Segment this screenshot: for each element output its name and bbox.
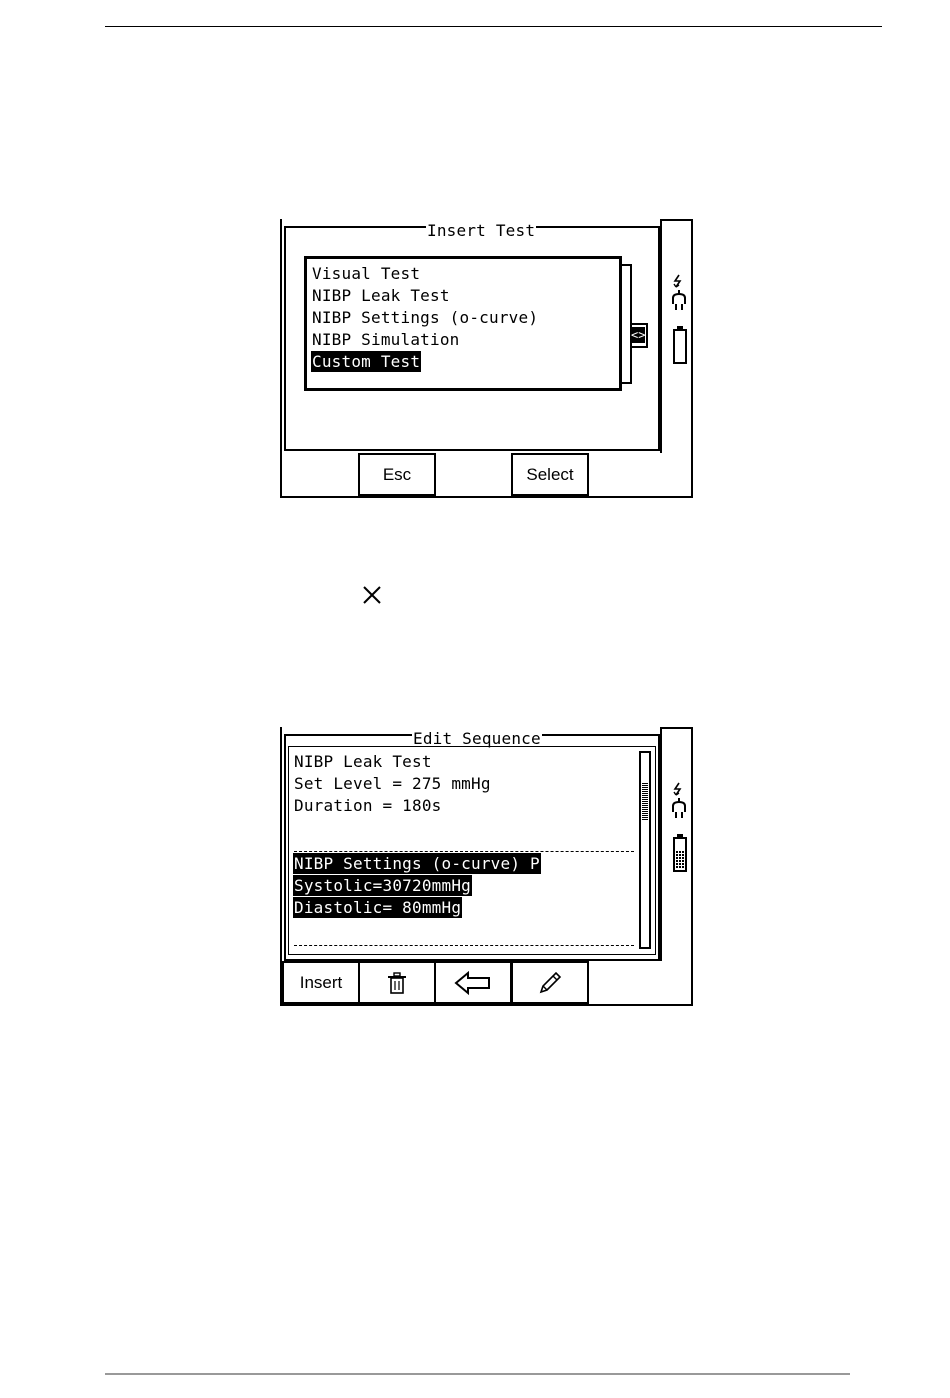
esc-button[interactable]: Esc bbox=[358, 453, 436, 496]
mains-plug-icon bbox=[670, 273, 688, 313]
test-list[interactable] bbox=[304, 256, 622, 391]
edit-button[interactable] bbox=[511, 961, 589, 1004]
insert-button[interactable]: Insert bbox=[282, 961, 360, 1004]
page-top-rule bbox=[105, 26, 882, 27]
list-item[interactable]: NIBP Leak Test bbox=[312, 286, 450, 305]
list-item[interactable]: NIBP Settings (o-curve) bbox=[312, 308, 539, 327]
battery-icon bbox=[673, 833, 687, 873]
status-bar-top bbox=[662, 727, 693, 729]
pencil-icon bbox=[537, 970, 563, 996]
page-bottom-rule bbox=[105, 1373, 850, 1375]
arrow-left-icon bbox=[454, 971, 492, 995]
trash-icon bbox=[387, 972, 407, 994]
mains-plug-icon bbox=[670, 781, 688, 821]
sequence-step-title[interactable]: NIBP Leak Test bbox=[294, 752, 432, 771]
list-item-selected[interactable]: Custom Test bbox=[312, 352, 421, 371]
delete-button[interactable] bbox=[358, 961, 436, 1004]
status-bar-divider bbox=[660, 727, 662, 961]
sequence-step-detail-selected: Diastolic= 80mmHg bbox=[294, 898, 462, 917]
sequence-list[interactable] bbox=[288, 746, 656, 955]
scrollbar[interactable] bbox=[639, 751, 651, 949]
scrollbar-thumb[interactable] bbox=[642, 783, 648, 821]
status-bar-divider bbox=[660, 219, 662, 453]
insert-test-screen bbox=[280, 219, 693, 498]
insert-test-frame bbox=[284, 221, 660, 451]
screen-title: Insert Test bbox=[427, 221, 536, 240]
select-button[interactable]: Select bbox=[511, 453, 589, 496]
scroll-marker[interactable] bbox=[630, 323, 648, 348]
battery-icon bbox=[673, 325, 687, 365]
screen-border-bottom bbox=[280, 496, 693, 498]
edit-sequence-frame bbox=[284, 729, 660, 961]
screen-title: Edit Sequence bbox=[413, 729, 541, 748]
sequence-step-detail: Set Level = 275 mmHg bbox=[294, 774, 491, 793]
edit-sequence-screen bbox=[280, 727, 693, 1006]
step-divider bbox=[294, 945, 634, 946]
screen-border-right bbox=[691, 219, 693, 498]
list-item[interactable]: NIBP Simulation bbox=[312, 330, 460, 349]
screen-border-right bbox=[691, 727, 693, 1006]
sequence-step-detail: Duration = 180s bbox=[294, 796, 442, 815]
status-bar-top bbox=[662, 219, 693, 221]
sequence-step-title-selected[interactable]: NIBP Settings (o-curve) P bbox=[294, 854, 540, 873]
screen-border-left bbox=[280, 219, 282, 498]
close-icon bbox=[361, 584, 383, 606]
list-item[interactable]: Visual Test bbox=[312, 264, 421, 283]
back-button[interactable] bbox=[434, 961, 512, 1004]
screen-border-bottom bbox=[280, 1004, 693, 1006]
scroll-marker-label: <> bbox=[631, 328, 646, 342]
sequence-step-detail-selected: Systolic=30720mmHg bbox=[294, 876, 471, 895]
step-divider bbox=[294, 851, 634, 852]
